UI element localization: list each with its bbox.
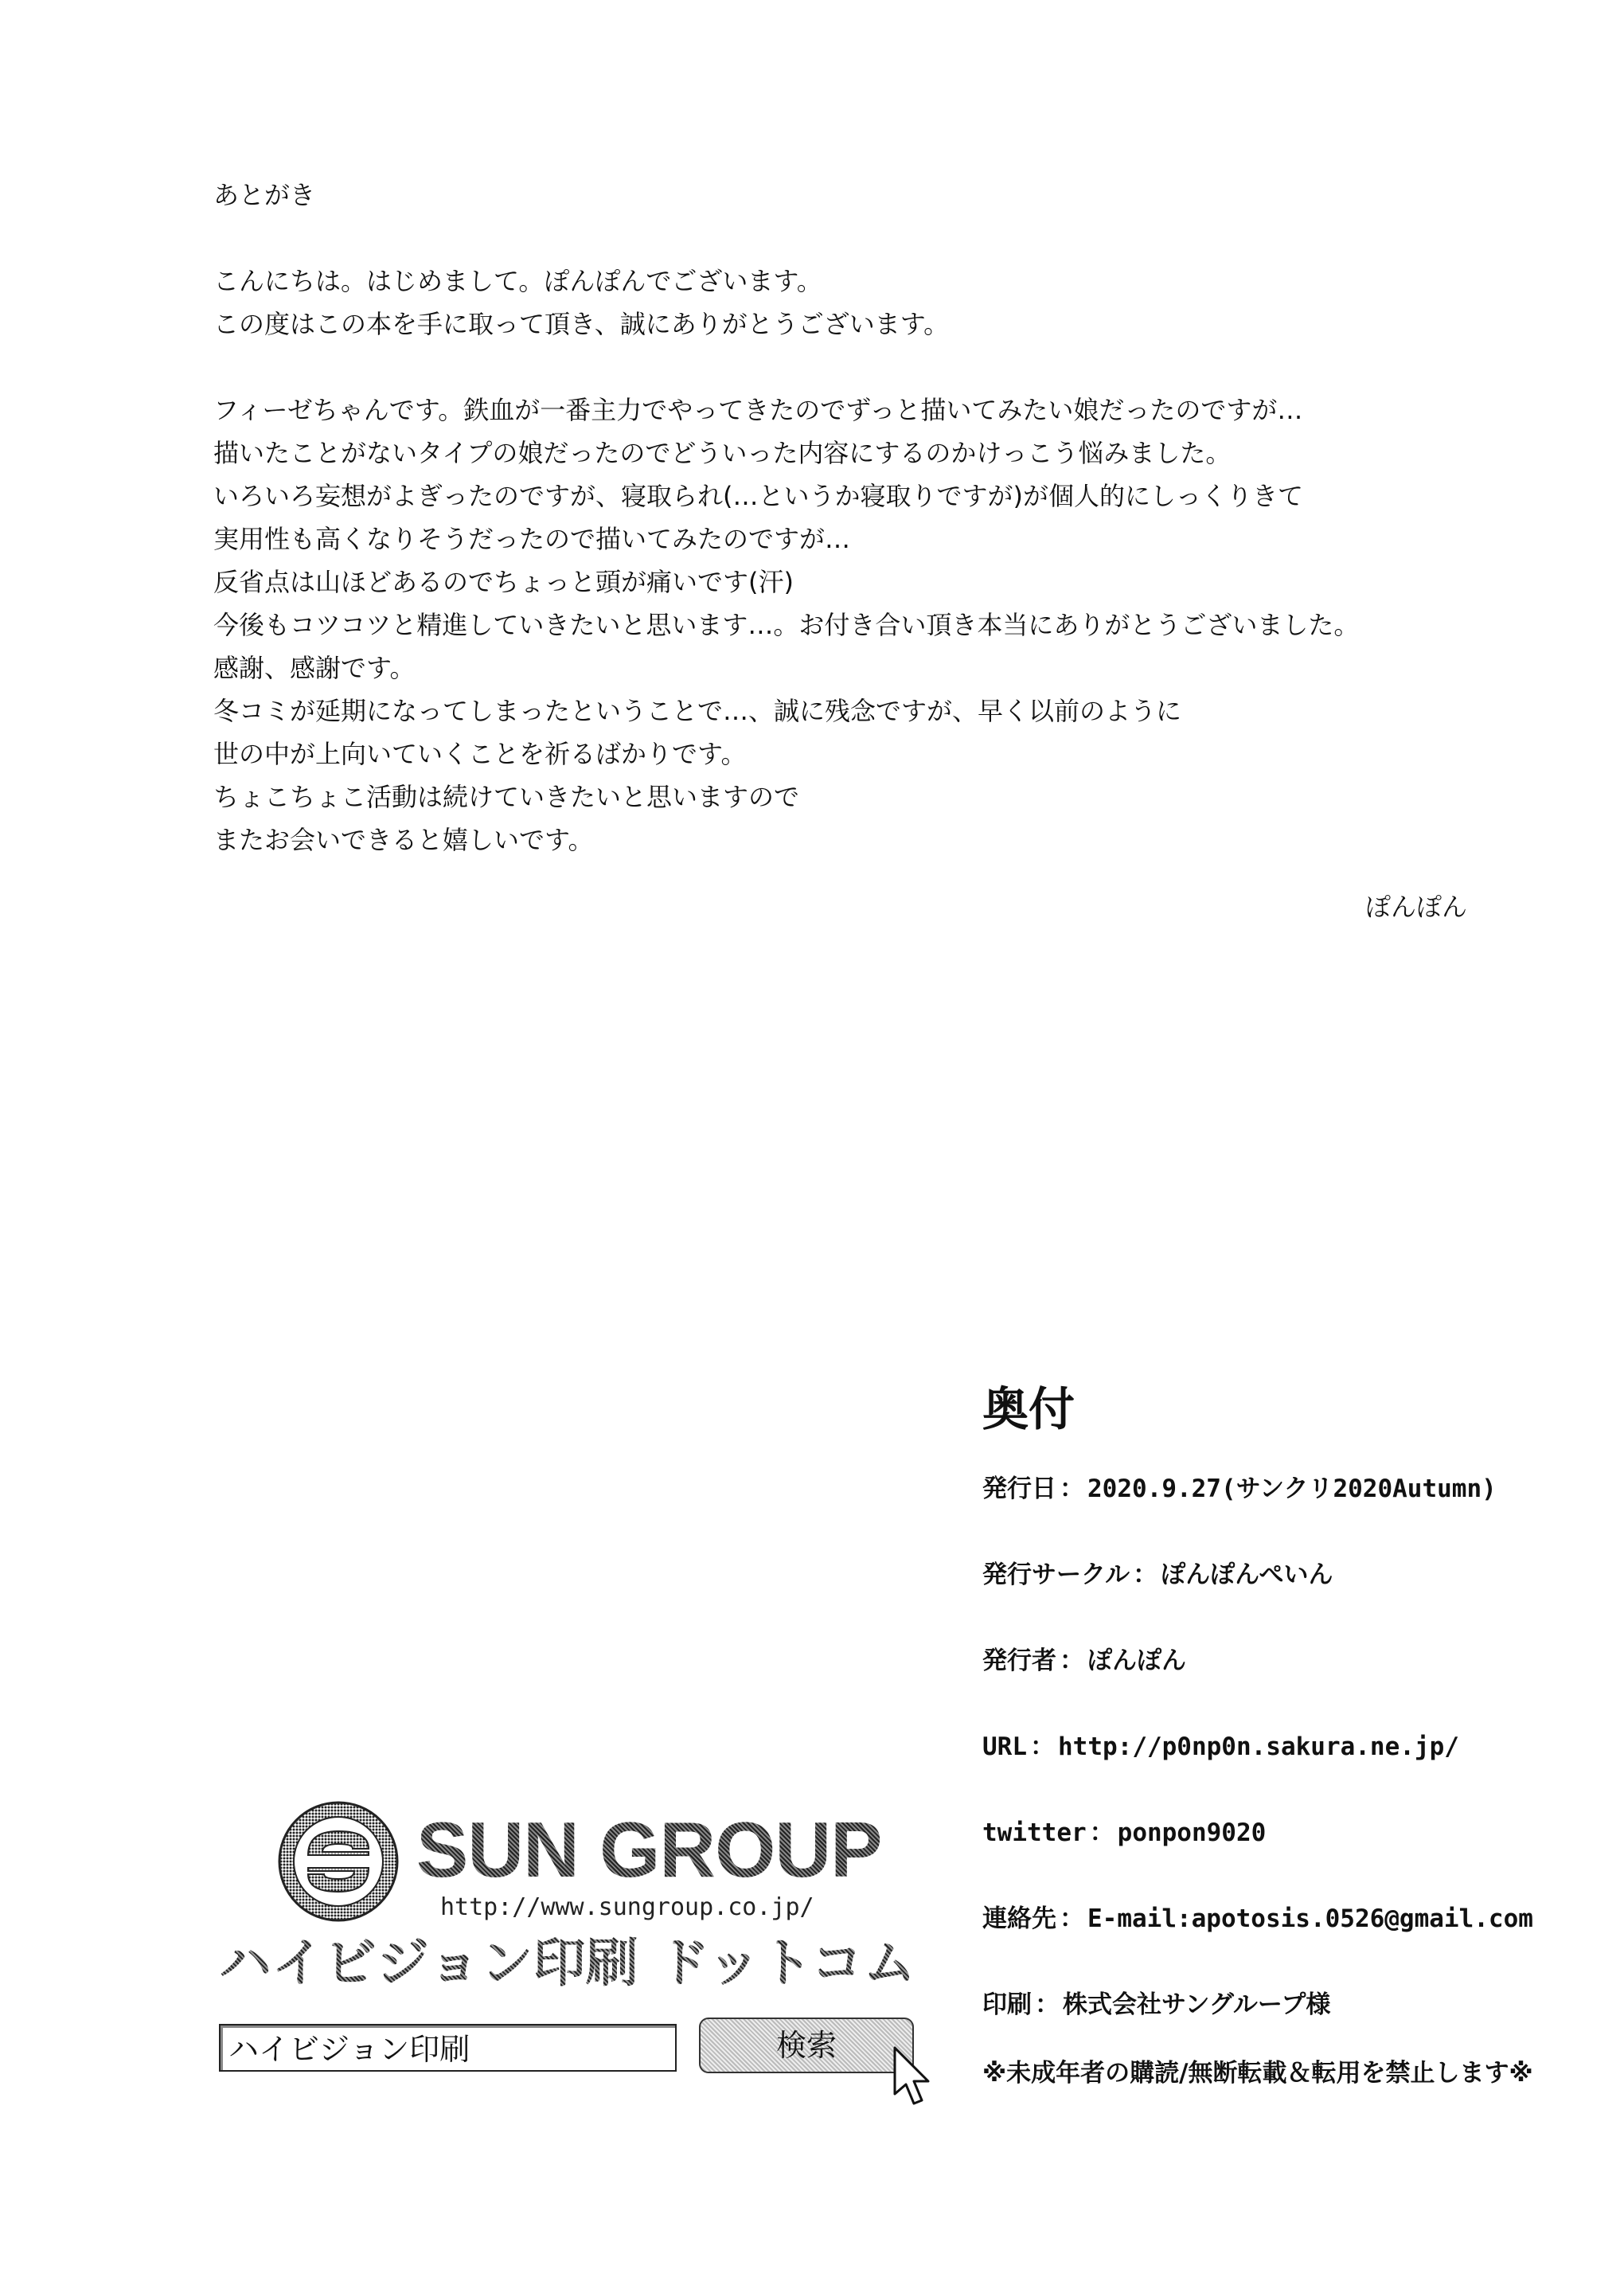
printer-advertisement (219, 1799, 935, 2102)
body-line: またお会いできると嬉しいです。 (213, 825, 594, 855)
row-separator: ： (1133, 1561, 1158, 1589)
body-line: 感謝、感謝です。 (213, 653, 416, 683)
row-label: URL (982, 1732, 1027, 1761)
row-separator: ： (1060, 1904, 1084, 1933)
body-line: ちょこちょこ活動は続けていきたいと思いますので (213, 782, 800, 812)
colophon-row-url (982, 1731, 1603, 1817)
row-separator: ： (1035, 1990, 1060, 2019)
search-input[interactable]: ハイビジョン印刷 (219, 2024, 677, 2072)
colophon-row-issue-date (982, 1473, 1603, 1559)
body-line: 描いたことがないタイプの娘だったのでどういった内容にするのかけっこう悩みました。 (213, 438, 1232, 468)
colophon-title: 奥付 (982, 1382, 1076, 1436)
colophon-row-publisher (982, 1645, 1603, 1731)
body-line: いろいろ妄想がよぎったのですが、寝取られ(…というか寝取りですが)が個人的にしっくりきて (213, 481, 1303, 511)
body-line: 世の中が上向いていくことを祈るばかりです。 (213, 739, 747, 769)
sun-group-brand: SUN GROUP (416, 1806, 882, 1893)
sun-group-logo-icon (276, 1799, 400, 1924)
body-line: 冬コミが延期になってしまったということで…、誠に残念ですが、早く以前のように (213, 696, 1182, 726)
hivision-tagline (219, 1932, 915, 1995)
colophon-row-contact (982, 1903, 1603, 1989)
row-separator: ： (1060, 1647, 1084, 1675)
row-label: twitter (982, 1818, 1087, 1847)
body-line: 反省点は山ほどあるのでちょっと頭が痛いです(汗) (213, 567, 794, 597)
tagline-right: ドットコム (657, 1932, 916, 1994)
row-value: ponpon9020 (1117, 1818, 1267, 1847)
mouse-cursor-icon (892, 2045, 936, 2108)
row-value: http://p0np0n.sakura.ne.jp/ (1058, 1732, 1459, 1761)
afterword-section (213, 174, 1583, 861)
row-value: 株式会社サングループ様 (1063, 1990, 1331, 2019)
body-line: フィーゼちゃんです。鉄血が一番主力でやってきたのでずっと描いてみたい娘だったのですが… (213, 395, 1303, 425)
tagline-left: ハイビジョン印刷 (219, 1932, 638, 1994)
row-separator: ： (1030, 1732, 1055, 1761)
row-label: 発行者 (982, 1647, 1056, 1675)
greeting-line: この度はこの本を手に取って頂き、誠にありがとうございます。 (213, 309, 950, 339)
row-label: 発行サークル (982, 1561, 1130, 1589)
row-label: 発行日 (982, 1475, 1056, 1503)
colophon-row-circle (982, 1559, 1603, 1645)
body-line: 実用性も高くなりそうだったので描いてみたのですが… (213, 524, 851, 554)
row-label: 連絡先 (982, 1904, 1056, 1933)
row-value: ぽんぽん (1087, 1647, 1186, 1675)
row-label: 印刷 (982, 1990, 1032, 2019)
body-line: 今後もコツコツと精進していきたいと思います…。お付き合い頂き本当にありがとうございました。 (213, 610, 1360, 640)
row-separator: ： (1060, 1475, 1084, 1503)
row-value: E-mail:apotosis.0526@gmail.com (1087, 1904, 1533, 1933)
age-restriction-warning: ※未成年者の購読/無断転載＆転用を禁止します※ (982, 2059, 1533, 2088)
colophon-row-twitter (982, 1817, 1603, 1903)
afterword-heading: あとがき (213, 180, 316, 210)
row-value: 2020.9.27(サンクリ2020Autumn) (1087, 1475, 1497, 1503)
sun-group-url: http://www.sungroup.co.jp/ (440, 1893, 814, 1921)
row-value: ぽんぽんぺいん (1161, 1561, 1333, 1589)
row-separator: ： (1089, 1818, 1115, 1847)
colophon-section (982, 1377, 1603, 2088)
signature: ぽんぽん (1365, 892, 1468, 922)
greeting-line: こんにちは。はじめまして。ぽんぽんでございます。 (213, 266, 822, 296)
search-button[interactable]: 検索 (699, 2018, 914, 2073)
